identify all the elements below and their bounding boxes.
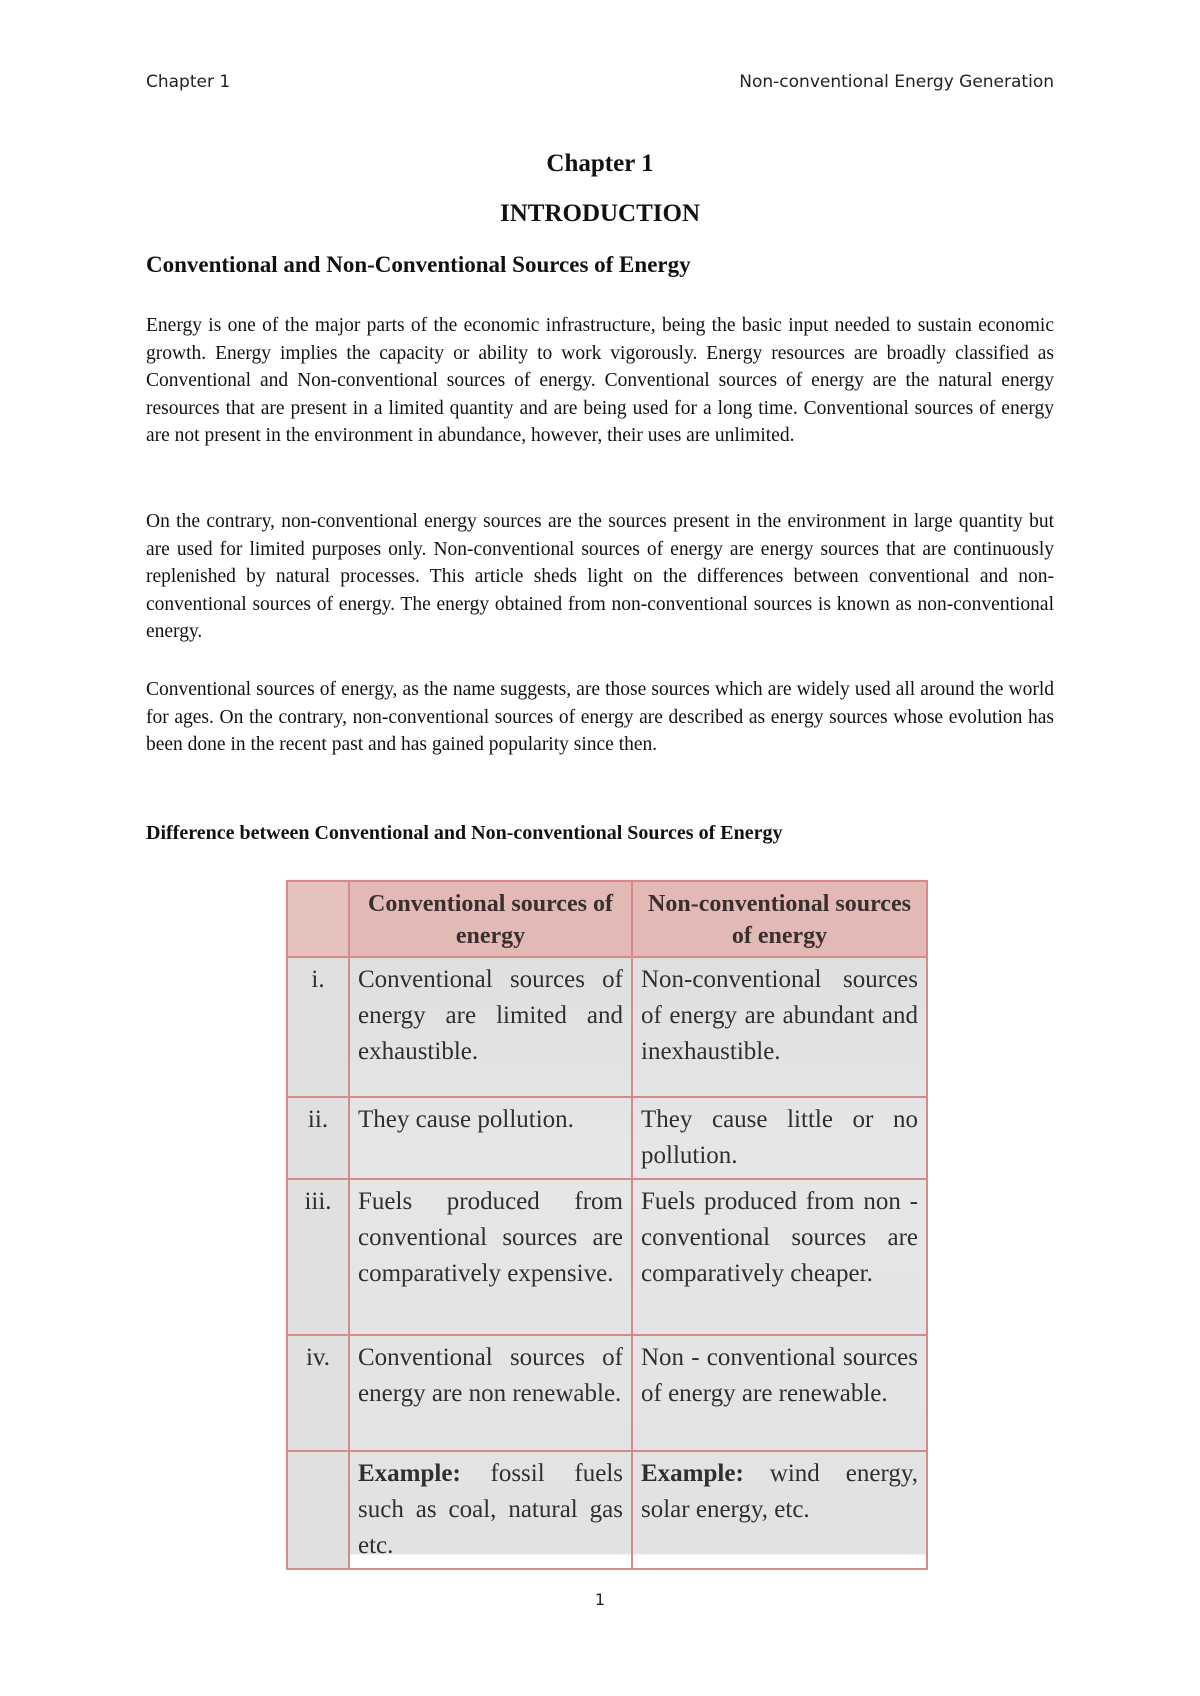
row-number: iii.	[287, 1179, 349, 1335]
table-header-row	[287, 881, 927, 957]
header-book-title: Non-conventional Energy Generation	[739, 72, 1054, 92]
example-label: Example:	[641, 1460, 744, 1487]
row-number-empty	[287, 1451, 349, 1569]
row-number: iv.	[287, 1335, 349, 1451]
conventional-cell: They cause pollution.	[349, 1097, 632, 1179]
column-header-non-conventional: Non-conventional sources of energy	[632, 881, 927, 957]
column-header-conventional: Conventional sources of energy	[349, 881, 632, 957]
scanned-comparison-table	[286, 880, 926, 1559]
non-conventional-cell: Non - conventional sources of energy are renewable.	[632, 1335, 927, 1451]
column-header-number	[287, 881, 349, 957]
non-conventional-example-cell	[632, 1451, 927, 1569]
non-conventional-cell: Non-conventional sources of energy are abundant and inexhaustible.	[632, 957, 927, 1097]
example-label: Example:	[358, 1460, 461, 1487]
conventional-example-cell	[349, 1451, 632, 1569]
conventional-cell: Fuels produced from conventional sources are comparatively expensive.	[349, 1179, 632, 1335]
conventional-cell: Conventional sources of energy are non renewable.	[349, 1335, 632, 1451]
page-number: 1	[594, 1590, 606, 1609]
conventional-example-text: fossil fuels such as coal, natural gas etc.	[358, 1460, 623, 1559]
non-conventional-example-text: wind energy, solar energy, etc.	[641, 1460, 918, 1523]
table-row	[287, 1097, 927, 1179]
conventional-cell: Conventional sources of energy are limited and exhaustible.	[349, 957, 632, 1097]
paragraph: Energy is one of the major parts of the economic infrastructure, being the basic input needed to sustain economic growth. Energy implies the capacity or ability to work vigorously. Energy resources are broadly classified as Conventional and Non-conventional sources of energy. Conventional sources of energy are the natural energy resources that are present in a limited quantity and are being used for a long time. Conventional sources of energy are not present in the environment in abundance, however, their uses are unlimited.	[146, 315, 1054, 446]
example-row	[287, 1451, 927, 1569]
table-heading: Difference between Conventional and Non-conventional Sources of Energy	[146, 822, 783, 844]
table-row	[287, 1335, 927, 1451]
row-number: ii.	[287, 1097, 349, 1179]
paragraph: On the contrary, non-conventional energy sources are the sources present in the environment in large quantity but are used for limited purposes only. Non-conventional sources of energy are energy sources that are continuously replenished by natural processes. This article sheds light on the differences between conventional and non-conventional sources of energy. The energy obtained from non-conventional sources is known as non-conventional energy.	[146, 511, 1054, 642]
comparison-table	[286, 880, 928, 1570]
table-row	[287, 1179, 927, 1335]
section-heading: Conventional and Non-Conventional Sources of Energy	[146, 252, 691, 277]
table-row	[287, 957, 927, 1097]
non-conventional-cell: They cause little or no pollution.	[632, 1097, 927, 1179]
header-chapter: Chapter 1	[146, 72, 231, 92]
chapter-title: Chapter 1	[546, 150, 654, 177]
introduction-title: INTRODUCTION	[499, 200, 701, 227]
non-conventional-cell: Fuels produced from non - conventional sources are comparatively cheaper.	[632, 1179, 927, 1335]
paragraph: Conventional sources of energy, as the name suggests, are those sources which are widely used all around the world for ages. On the contrary, non-conventional sources of energy are described as energy sources whose evolution has been done in the recent past and has gained popularity since then.	[146, 679, 1054, 755]
row-number: i.	[287, 957, 349, 1097]
running-header	[146, 72, 1054, 92]
